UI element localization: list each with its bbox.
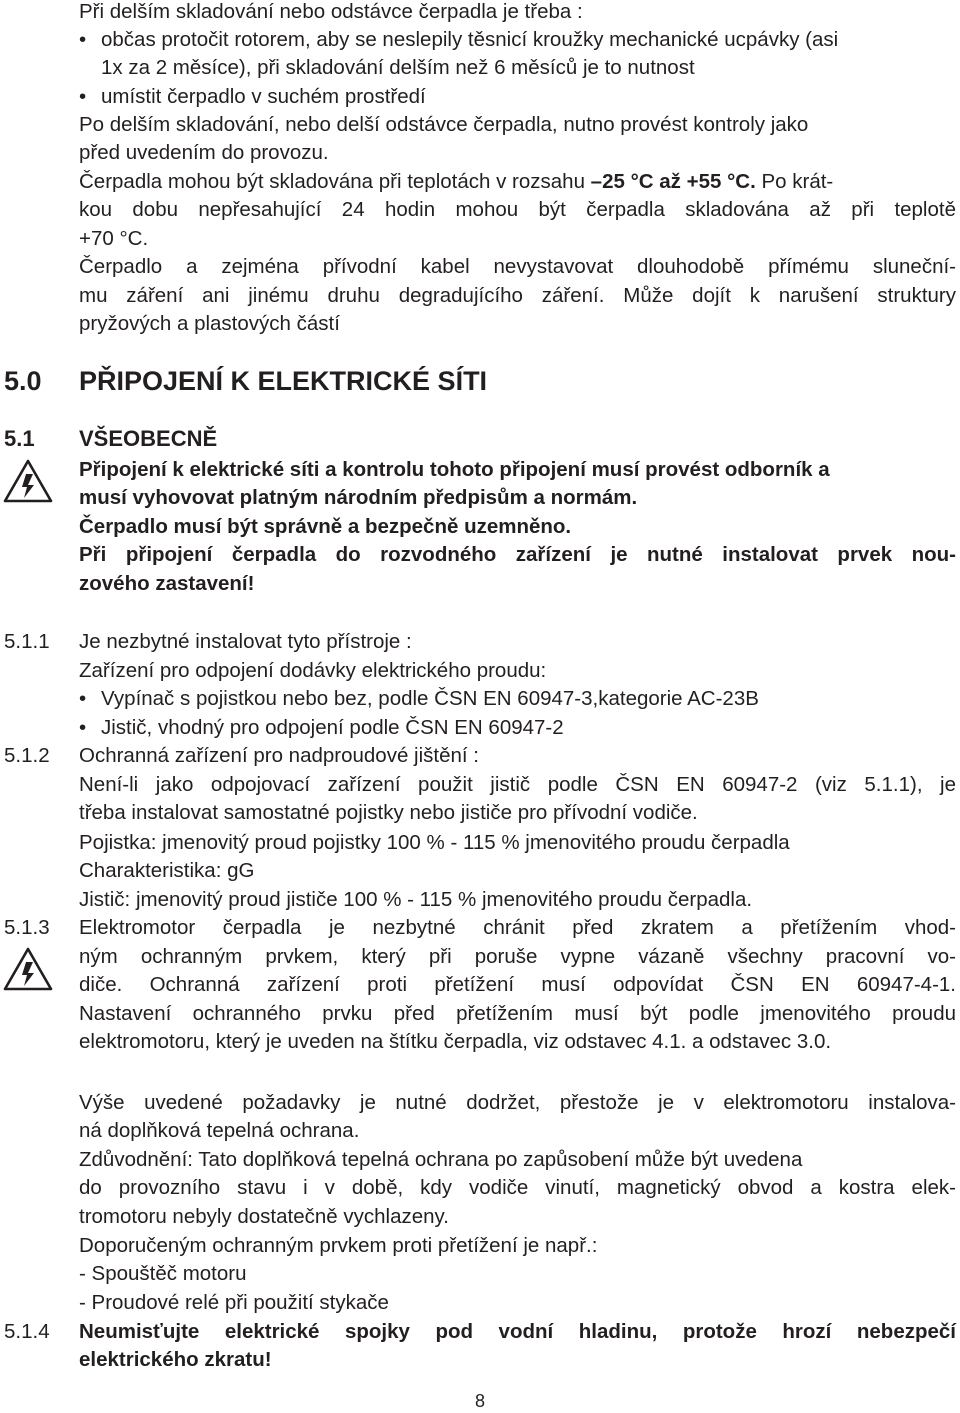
paragraph-line: tromotoru nebyly dostatečně vychlazeny. [79,1205,449,1228]
bullet-mark: • [79,28,87,51]
paragraph-line: Zdůvodnění: Tato doplňková tepelná ochrana po zapůsobení může být uvedena [79,1148,803,1171]
section-number: 5.0 [4,366,42,396]
section-number: 5.1.1 [4,630,50,653]
bullet-mark: • [79,85,87,108]
warning-text: Připojení k elektrické síti a kontrolu tohoto připojení musí provést odborník a [79,458,830,481]
paragraph-line: Je nezbytné instalovat tyto přístroje : [79,630,412,653]
bullet-item [79,714,564,742]
intro-text: Při delším skladování nebo odstávce čerpadla je třeba : [79,0,583,23]
paragraph-line: +70 °C. [79,227,149,250]
paragraph-line: před uvedením do provozu. [79,141,329,164]
section-number: 5.1.4 [4,1320,50,1343]
warning-text: elektrického zkratu! [79,1348,272,1371]
bullet-item [79,685,759,713]
paragraph-line: třeba instalovat samostatné pojistky nebo jističe pro přívodní vodiče. [79,801,698,824]
section-number: 5.1.2 [4,744,50,767]
paragraph-line: do provozního stavu i v době, kdy vodiče vinutí, magnetický obvod a kostra elek- [79,1176,956,1199]
paragraph-line: ným ochranným prvkem, který při poruše vypne vázaně všechny pracovní vo- [79,945,956,968]
paragraph-line: elektromotoru, který je uveden na štítku čerpadla, viz odstavec 4.1. a odstavec 3.0. [79,1030,832,1053]
bullet-continuation: 1x za 2 měsíce), při skladování delším než 6 měsíců je to nutnost [101,56,695,79]
paragraph-line: kou dobu nepřesahující 24 hodin mohou být čerpadla skladována až při teplotě [79,198,956,221]
paragraph-line: Po delším skladování, nebo delší odstávce čerpadla, nutno provést kontroly jako [79,113,809,136]
paragraph-line: Jistič: jmenovitý proud jističe 100 % - 115 % jmenovitého proudu čerpadla. [79,888,753,911]
bullet-item [79,26,838,54]
bullet-text: Vypínač s pojistkou nebo bez, podle ČSN EN 60947-3,kategorie AC-23B [101,687,759,710]
paragraph-line: ná doplňková tepelná ochrana. [79,1119,360,1142]
paragraph-line: Čerpadlo a zejména přívodní kabel nevystavovat dlouhodobě přímému sluneční- [79,255,956,278]
section-number: 5.1.3 [4,916,50,939]
page-number: 8 [474,1391,485,1411]
text-span: Po krát- [755,170,834,193]
paragraph-line: Ochranná zařízení pro nadproudové jištění : [79,744,479,767]
paragraph-line: diče. Ochranná zařízení proti přetížení musí odpovídat ČSN EN 60947-4-1. [79,973,956,996]
paragraph-line: Výše uvedené požadavky je nutné dodržet, přestože je v elektromotoru instalova- [79,1091,956,1114]
warning-text: zového zastavení! [79,572,255,595]
paragraph-line [79,168,833,196]
section-number: 5.1 [4,426,35,451]
paragraph-line: Charakteristika: gG [79,859,255,882]
warning-text: Neumisťujte elektrické spojky pod vodní hladinu, protože hrozí nebezpečí [79,1320,956,1343]
paragraph-line: Doporučeným ochranným prvkem proti přetížení je např.: [79,1234,598,1257]
paragraph-line: - Proudové relé při použití stykače [79,1291,389,1314]
paragraph-line: Nastavení ochranného prvku před přetížením musí být podle jmenovitého proudu [79,1002,956,1025]
warning-text: Při připojení čerpadla do rozvodného zařízení je nutné instalovat prvek nou- [79,543,956,566]
paragraph-line: Elektromotor čerpadla je nezbytné chránit před zkratem a přetížením vhod- [79,916,956,939]
warning-text: musí vyhovovat platným národním předpisům a normám. [79,486,638,509]
paragraph-line: pryžových a plastových částí [79,312,340,335]
bullet-mark: • [79,687,87,710]
paragraph-line: mu záření ani jinému druhu degradujícího záření. Může dojít k narušení struktury [79,284,956,307]
bullet-text: občas protočit rotorem, aby se neslepily těsnicí kroužky mechanické ucpávky (asi [101,28,839,51]
warning-text: Čerpadlo musí být správně a bezpečně uzemněno. [79,515,572,538]
paragraph-line: Pojistka: jmenovitý proud pojistky 100 % - 115 % jmenovitého proudu čerpadla [79,831,790,854]
bullet-mark: • [79,716,87,739]
bullet-item [79,83,426,111]
electrical-hazard-warning-icon [2,946,54,992]
bullet-text: umístit čerpadlo v suchém prostředí [101,85,426,108]
section-title: VŠEOBECNĚ [79,426,218,451]
temperature-range: –25 °C až +55 °C. [590,170,756,193]
text-span: Čerpadla mohou být skladována při teplotách v rozsahu [79,170,591,193]
bullet-text: Jistič, vhodný pro odpojení podle ČSN EN 60947-2 [101,716,564,739]
electrical-hazard-warning-icon [2,458,54,504]
paragraph-line: Není-li jako odpojovací zařízení použit jistič podle ČSN EN 60947-2 (viz 5.1.1), je [79,773,956,796]
section-title: PŘIPOJENÍ K ELEKTRICKÉ SÍTI [79,366,488,396]
paragraph-line: Zařízení pro odpojení dodávky elektrického proudu: [79,659,547,682]
paragraph-line: - Spouštěč motoru [79,1262,247,1285]
